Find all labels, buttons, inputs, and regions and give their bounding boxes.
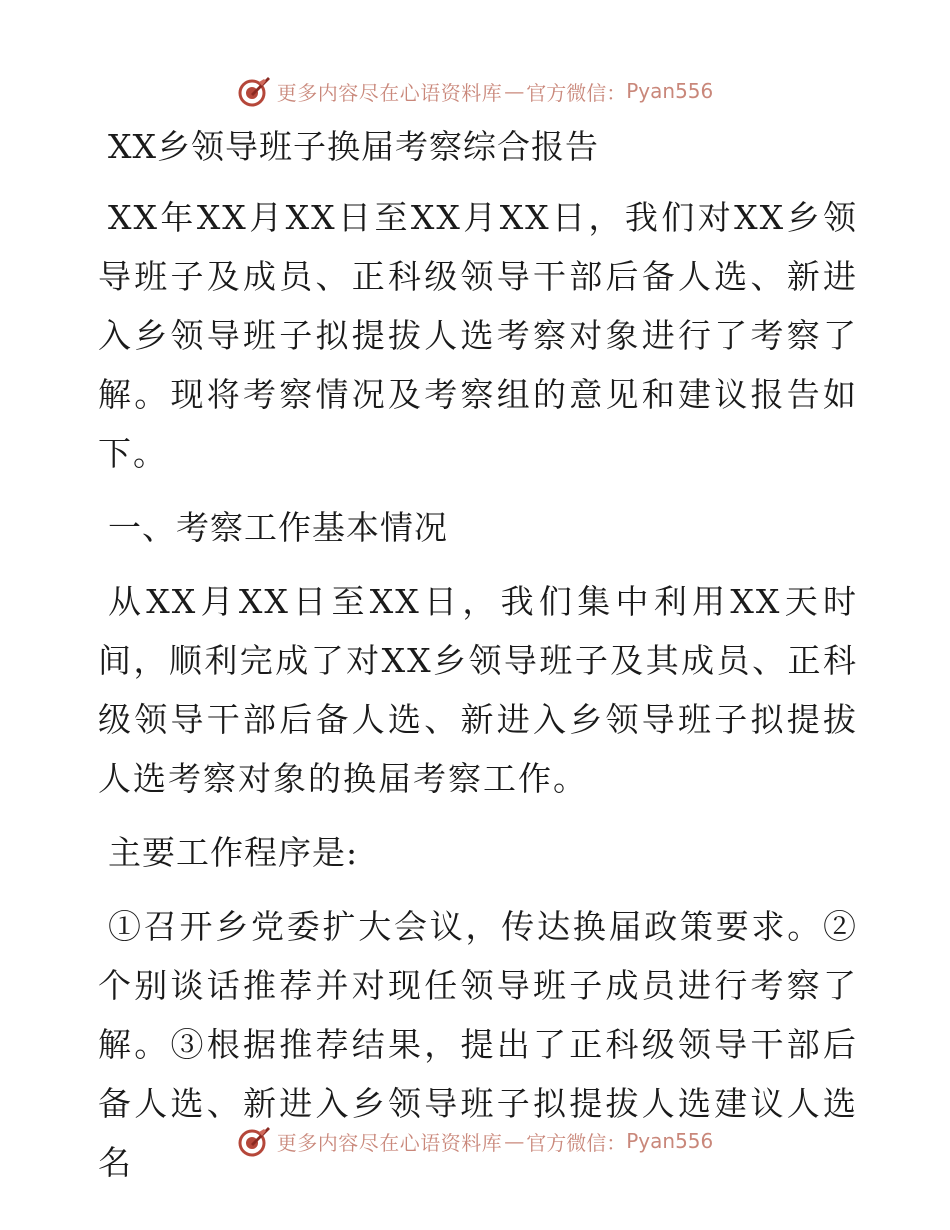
header-watermark	[0, 71, 950, 111]
section-heading: 一、考察工作基本情况	[108, 508, 448, 547]
document-title: XX乡领导班子换届考察综合报告	[108, 127, 599, 166]
watermark-wechat-label: 官方微信：	[526, 80, 627, 105]
document-body	[98, 123, 858, 1207]
quill-logo-icon	[237, 1124, 271, 1158]
paragraph-procedure-steps: ①召开乡党委扩大会议，传达换届政策要求。②个别谈话推荐并对现任领导班子成员进行考察了解。③根据推荐结果，提出了正科级领导干部后备人选、新进入乡领导班子拟提拔人选建议人选名	[98, 907, 858, 1182]
quill-logo-icon	[237, 74, 271, 108]
watermark-wechat-id: Pyan556	[626, 1129, 714, 1153]
watermark-separator: —	[504, 79, 525, 103]
watermark-separator: —	[504, 1129, 525, 1153]
watermark-text: 更多内容尽在心语资料库	[276, 80, 503, 105]
watermark-text: 更多内容尽在心语资料库	[276, 1130, 503, 1155]
watermark-wechat-label: 官方微信：	[526, 1130, 627, 1155]
paragraph-overview: 从XX月XX日至XX日，我们集中利用XX天时间，顺利完成了对XX乡领导班子及其成员、正科级领导干部后备人选、新进入乡领导班子拟提拔人选考察对象的换届考察工作。	[98, 582, 858, 798]
watermark-wechat-id: Pyan556	[626, 79, 714, 103]
footer-watermark	[0, 1121, 950, 1161]
paragraph-procedure-label: 主要工作程序是:	[108, 833, 359, 872]
paragraph-intro: XX年XX月XX日至XX月XX日，我们对XX乡领导班子及成员、正科级领导干部后备人选、新进入乡领导班子拟提拔人选考察对象进行了考察了解。现将考察情况及考察组的意见和建议报告如下。	[98, 198, 858, 473]
